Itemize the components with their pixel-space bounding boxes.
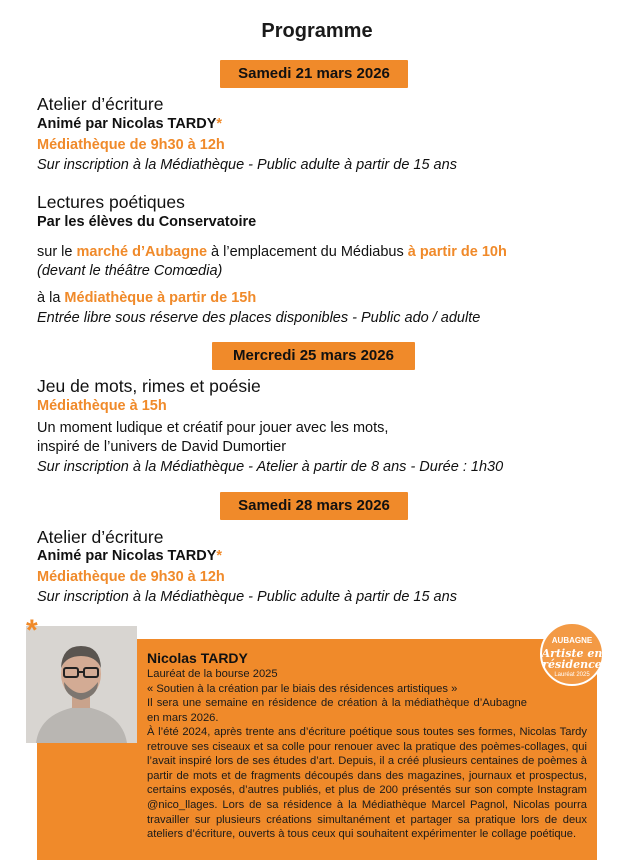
footnote-star-icon: *	[216, 116, 223, 132]
date-bar-day1: Samedi 21 mars 2026	[220, 60, 408, 88]
event-title: Atelier d’écriture	[37, 94, 164, 114]
event-title: Jeu de mots, rimes et poésie	[37, 376, 261, 396]
event-host: Par les élèves du Conservatoire	[37, 214, 257, 230]
page-title: Programme	[261, 20, 373, 42]
event-location: Médiathèque de 9h30 à 12h	[37, 137, 225, 153]
event-info: Entrée libre sous réserve des places disponibles - Public ado / adulte	[37, 310, 481, 326]
event-location: Médiathèque de 9h30 à 12h	[37, 569, 225, 585]
event-title: Atelier d’écriture	[37, 527, 164, 547]
event-info: Sur inscription à la Médiathèque - Atelier à partir de 8 ans - Durée : 1h30	[37, 459, 504, 475]
badge-top-text: AUBAGNE	[551, 636, 593, 645]
date-bar-day3: Samedi 28 mars 2026	[220, 492, 408, 520]
event-desc: inspiré de l’univers de David Dumortier	[37, 439, 287, 455]
badge-main-text: Artiste en résidence	[541, 647, 603, 671]
event-desc: Un moment ludique et créatif pour jouer avec les mots,	[37, 420, 389, 436]
event-line-market: sur le marché d’Aubagne à l’emplacement du Médiabus à partir de 10h	[37, 244, 507, 260]
event-title: Lectures poétiques	[37, 192, 185, 212]
badge-bottom-text: Lauréat 2025	[554, 672, 590, 678]
bio-intro: Lauréat de la bourse 2025 « Soutien à la création par le biais des résidences artistiques » Il sera une semaine en résidence de création à la médiathèque d’Aubagne en mars 2026.	[147, 668, 527, 724]
event-host: Animé par Nicolas TARDY*	[37, 548, 223, 564]
bio-body: À l’été 2024, après trente ans d’écriture poétique sous toutes ses formes, Nicolas Tardy retrouve ses ciseaux et sa colle pour renouer avec la pratique des poèmes-collages, qui l’avait inspiré lors de ses études d’art. Depuis, il a créé plusieurs centaines de poèmes à partir de mots et de fragments découpés dans des magazines, journaux et prospectus, certains exposés, d’autres publiés, et plus de 200 présentés sur son compte Instagram @nico_llages. Lors de sa résidence à la Médiathèque Marcel Pagnol, Nicolas pourra travailler sur plusieurs créations simultanément et partager sa pratique lors de deux ateliers d’écriture, ouverts à tous ceux qui souhaitent expérimenter le collage poétique.	[147, 726, 587, 841]
event-line-theatre: (devant le théâtre Comœdia)	[37, 263, 223, 279]
bio-name: Nicolas TARDY	[147, 650, 248, 666]
event-line-mediatheque: à la Médiathèque à partir de 15h	[37, 290, 257, 306]
event-location: Médiathèque à 15h	[37, 398, 167, 414]
event-info: Sur inscription à la Médiathèque - Public adulte à partir de 15 ans	[37, 589, 457, 605]
event-host: Animé par Nicolas TARDY*	[37, 116, 223, 132]
footnote-star-icon: *	[26, 614, 38, 647]
date-bar-day2: Mercredi 25 mars 2026	[212, 342, 415, 370]
event-info: Sur inscription à la Médiathèque - Public adulte à partir de 15 ans	[37, 157, 457, 173]
footnote-star-icon: *	[216, 548, 223, 564]
